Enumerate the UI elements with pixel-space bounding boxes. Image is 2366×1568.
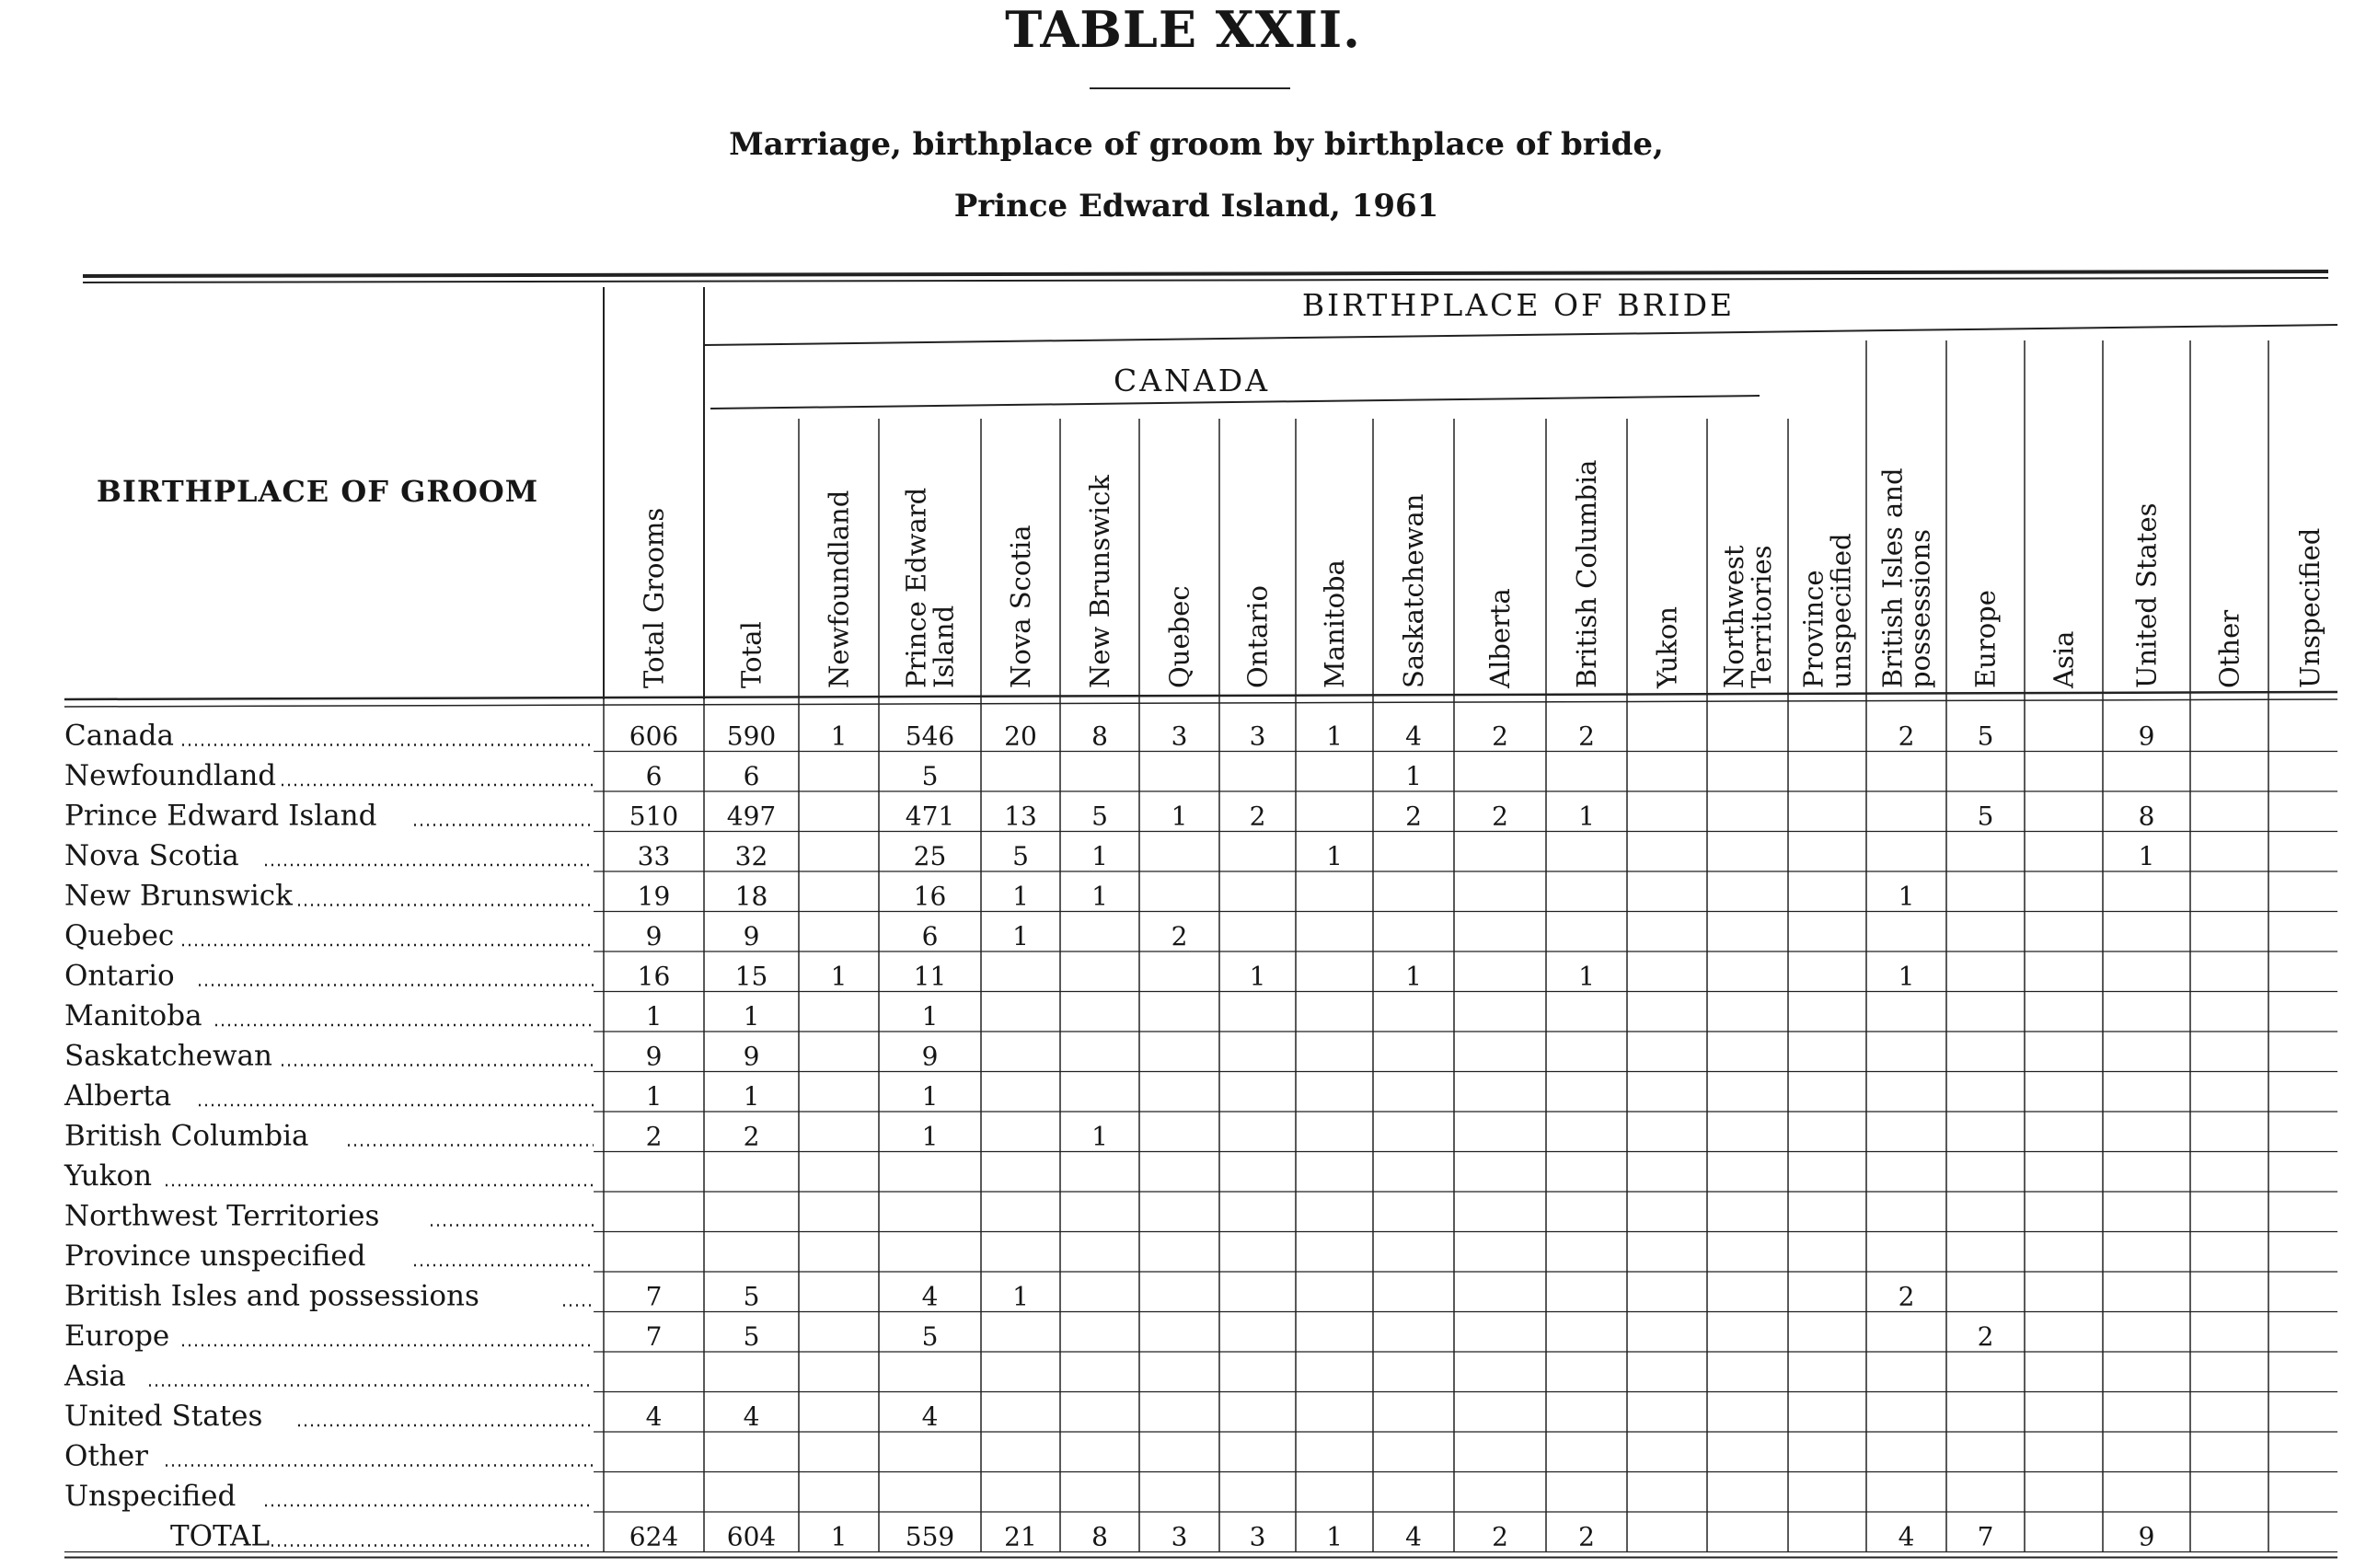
table-cell: 2: [1977, 1321, 1994, 1352]
row-label: Canada: [64, 719, 174, 753]
table-cell: 6: [645, 761, 663, 791]
column-header-quebec: Quebec: [1163, 585, 1195, 688]
table-cell: 1: [1405, 761, 1422, 791]
column-header-pei: Prince Edward: [900, 487, 932, 688]
table-cell: 1: [830, 961, 848, 992]
table-cell: 3: [1171, 1521, 1188, 1552]
table-cell: 1: [1091, 1121, 1108, 1152]
table-cell: 32: [734, 841, 768, 871]
table-cell: 9: [2138, 1521, 2155, 1552]
row-label: Asia: [64, 1359, 126, 1393]
row-label: British Columbia: [64, 1119, 309, 1153]
table-cell: 11: [913, 961, 947, 992]
table-cell: 2: [1578, 721, 1595, 752]
table-cell: 5: [743, 1281, 760, 1312]
table-cell: 3: [1249, 721, 1266, 752]
column-header-saskatchewan: Saskatchewan: [1398, 493, 1429, 688]
table-cell: 546: [905, 721, 955, 752]
table-headers: [97, 287, 2326, 689]
column-header-ontario: Ontario: [1241, 585, 1274, 688]
table-cell: 2: [1492, 801, 1508, 832]
column-header-province_unspecified: unspecified: [1825, 533, 1857, 688]
row-label: Newfoundland: [64, 759, 277, 792]
table-cell: 559: [905, 1521, 955, 1552]
table-cell: 1: [1578, 961, 1595, 992]
table-cell: 1: [1326, 1521, 1343, 1552]
table-cell: 2: [1898, 1281, 1915, 1312]
column-header-pei: Island: [928, 605, 960, 688]
column-header-yukon: Yukon: [1651, 605, 1683, 688]
table-cell: 1: [1091, 841, 1108, 871]
column-header-new_brunswick: New Brunswick: [1084, 475, 1115, 688]
column-header-nwt: Northwest: [1718, 545, 1749, 688]
table-cell: 4: [1405, 721, 1422, 752]
table-title: TABLE XXII.: [1005, 0, 1361, 59]
row-label: Saskatchewan: [64, 1039, 273, 1073]
table-cell: 4: [1898, 1521, 1915, 1552]
table-cell: 19: [637, 881, 671, 912]
table-cell: 1: [1405, 961, 1422, 992]
table-cell: 1: [1171, 801, 1188, 832]
table-cell: 33: [637, 841, 671, 871]
row-label: Alberta: [64, 1079, 172, 1113]
column-header-europe: Europe: [1969, 590, 2002, 688]
table-cell: 8: [1091, 721, 1108, 752]
table-cell: 9: [921, 1041, 939, 1072]
table-cell: 4: [645, 1401, 663, 1432]
table-top-rule-thin: [83, 278, 2328, 282]
table-cell: 1: [1091, 881, 1108, 912]
table-cell: 4: [1405, 1521, 1422, 1552]
table-cell: 15: [734, 961, 768, 992]
table-cell: 16: [637, 961, 671, 992]
table-cell: 5: [743, 1321, 760, 1352]
row-label: Prince Edward Island: [64, 799, 377, 833]
table-cell: 1: [743, 1081, 760, 1112]
table-cell: 1: [645, 1001, 663, 1032]
column-header-nova_scotia: Nova Scotia: [1005, 525, 1036, 688]
column-header-united_states: United States: [2130, 502, 2163, 688]
column-header-other: Other: [2213, 609, 2245, 688]
table-cell: 7: [645, 1321, 663, 1352]
bride-header: BIRTHPLACE OF BRIDE: [1301, 287, 1736, 323]
table-cell: 1: [1898, 961, 1915, 992]
row-label: Nova Scotia: [64, 839, 239, 872]
table-cell: 1: [921, 1121, 939, 1152]
table-cell: 1: [2138, 841, 2155, 871]
column-header-british_isles: possessions: [1904, 528, 1936, 688]
table-cell: 624: [629, 1521, 679, 1552]
table-cell: 4: [921, 1401, 939, 1432]
table-cell: 9: [743, 921, 760, 951]
table-cell: 3: [1249, 1521, 1266, 1552]
table-cell: 2: [1492, 1521, 1508, 1552]
table-cell: 4: [743, 1401, 760, 1432]
table-body: [63, 720, 2154, 1553]
table-cell: 6: [921, 921, 939, 951]
stub-header: BIRTHPLACE OF GROOM: [96, 474, 539, 509]
table-cell: 1: [1012, 921, 1029, 951]
table-grid: [64, 271, 2337, 1558]
table-cell: 7: [1977, 1521, 1994, 1552]
table-cell: 2: [1578, 1521, 1595, 1552]
table-cell: 25: [913, 841, 947, 871]
column-header-province_unspecified: Province: [1797, 570, 1829, 688]
table-cell: 2: [1249, 801, 1266, 832]
table-cell: 510: [629, 801, 679, 832]
row-label: Europe: [64, 1320, 170, 1353]
column-header-total: Total: [735, 621, 768, 688]
table-cell: 13: [1004, 801, 1037, 832]
row-label: Other: [64, 1439, 149, 1473]
column-header-total_grooms: Total Grooms: [638, 507, 670, 688]
table-cell: 471: [905, 801, 955, 832]
table-cell: 9: [645, 921, 663, 951]
table-cell: 1: [830, 721, 848, 752]
table-cell: 1: [645, 1081, 663, 1112]
table-subtitle-line-1: Marriage, birthplace of groom by birthplace of bride,: [729, 126, 1664, 163]
column-header-nwt: Territories: [1746, 545, 1777, 688]
table-cell: 1: [830, 1521, 848, 1552]
row-label: Manitoba: [64, 999, 202, 1032]
table-cell: 1: [1012, 1281, 1029, 1312]
header-bottom-rule-thin: [64, 699, 2337, 707]
table-cell: 9: [743, 1041, 760, 1072]
total-row-label: TOTAL: [170, 1519, 271, 1553]
row-label: New Brunswick: [64, 879, 293, 913]
table-cell: 9: [645, 1041, 663, 1072]
bride-group-rule: [704, 325, 2337, 345]
table-cell: 606: [629, 721, 679, 752]
table-cell: 7: [645, 1281, 663, 1312]
column-header-unspecified: Unspecified: [2294, 527, 2326, 688]
table-cell: 1: [1249, 961, 1266, 992]
table-cell: 1: [1326, 841, 1343, 871]
column-header-asia: Asia: [2048, 630, 2080, 688]
row-label: Province unspecified: [64, 1239, 366, 1273]
table-cell: 1: [1012, 881, 1029, 912]
table-cell: 3: [1171, 721, 1188, 752]
row-label: United States: [64, 1400, 263, 1433]
row-label: Yukon: [64, 1159, 153, 1193]
table-subtitle-line-2: Prince Edward Island, 1961: [953, 188, 1439, 225]
table-cell: 1: [1326, 721, 1343, 752]
table-cell: 1: [1898, 881, 1915, 912]
table-cell: 604: [726, 1521, 777, 1552]
table-cell: 5: [1091, 801, 1108, 832]
row-label: Unspecified: [64, 1480, 237, 1513]
table-cell: 2: [1405, 801, 1422, 832]
table-cell: 16: [913, 881, 947, 912]
row-label: British Isles and possessions: [64, 1279, 479, 1313]
column-header-alberta: Alberta: [1484, 588, 1516, 688]
column-header-manitoba: Manitoba: [1319, 559, 1350, 688]
table-cell: 2: [743, 1121, 760, 1152]
row-label: Quebec: [64, 919, 175, 952]
table-cell: 5: [1977, 801, 1994, 832]
table-cell: 590: [726, 721, 777, 752]
table-cell: 4: [921, 1281, 939, 1312]
row-label: Ontario: [64, 959, 175, 993]
table-cell: 9: [2138, 721, 2155, 752]
table-cell: 5: [921, 1321, 939, 1352]
table-cell: 5: [921, 761, 939, 791]
table-cell: 20: [1004, 721, 1037, 752]
table-cell: 2: [1898, 721, 1915, 752]
column-header-british_isles: British Isles and: [1876, 467, 1909, 688]
table-cell: 21: [1004, 1521, 1037, 1552]
table-cell: 1: [743, 1001, 760, 1032]
table-cell: 18: [734, 881, 768, 912]
table-cell: 1: [921, 1081, 939, 1112]
header-bottom-rule: [64, 692, 2337, 699]
table-cell: 2: [645, 1121, 663, 1152]
table-cell: 2: [1492, 721, 1508, 752]
canada-header: CANADA: [1113, 363, 1271, 398]
table-cell: 497: [726, 801, 777, 832]
table-cell: 1: [921, 1001, 939, 1032]
table-top-rule: [83, 271, 2328, 276]
table-cell: 2: [1171, 921, 1188, 951]
table-cell: 6: [743, 761, 760, 791]
column-header-british_columbia: British Columbia: [1571, 459, 1602, 688]
column-header-newfoundland: Newfoundland: [823, 490, 855, 688]
table-cell: 8: [1091, 1521, 1108, 1552]
table-cell: 8: [2138, 801, 2155, 832]
row-label: Northwest Territories: [64, 1199, 380, 1233]
table-cell: 5: [1977, 721, 1994, 752]
table-cell: 1: [1578, 801, 1595, 832]
table-cell: 5: [1012, 841, 1029, 871]
